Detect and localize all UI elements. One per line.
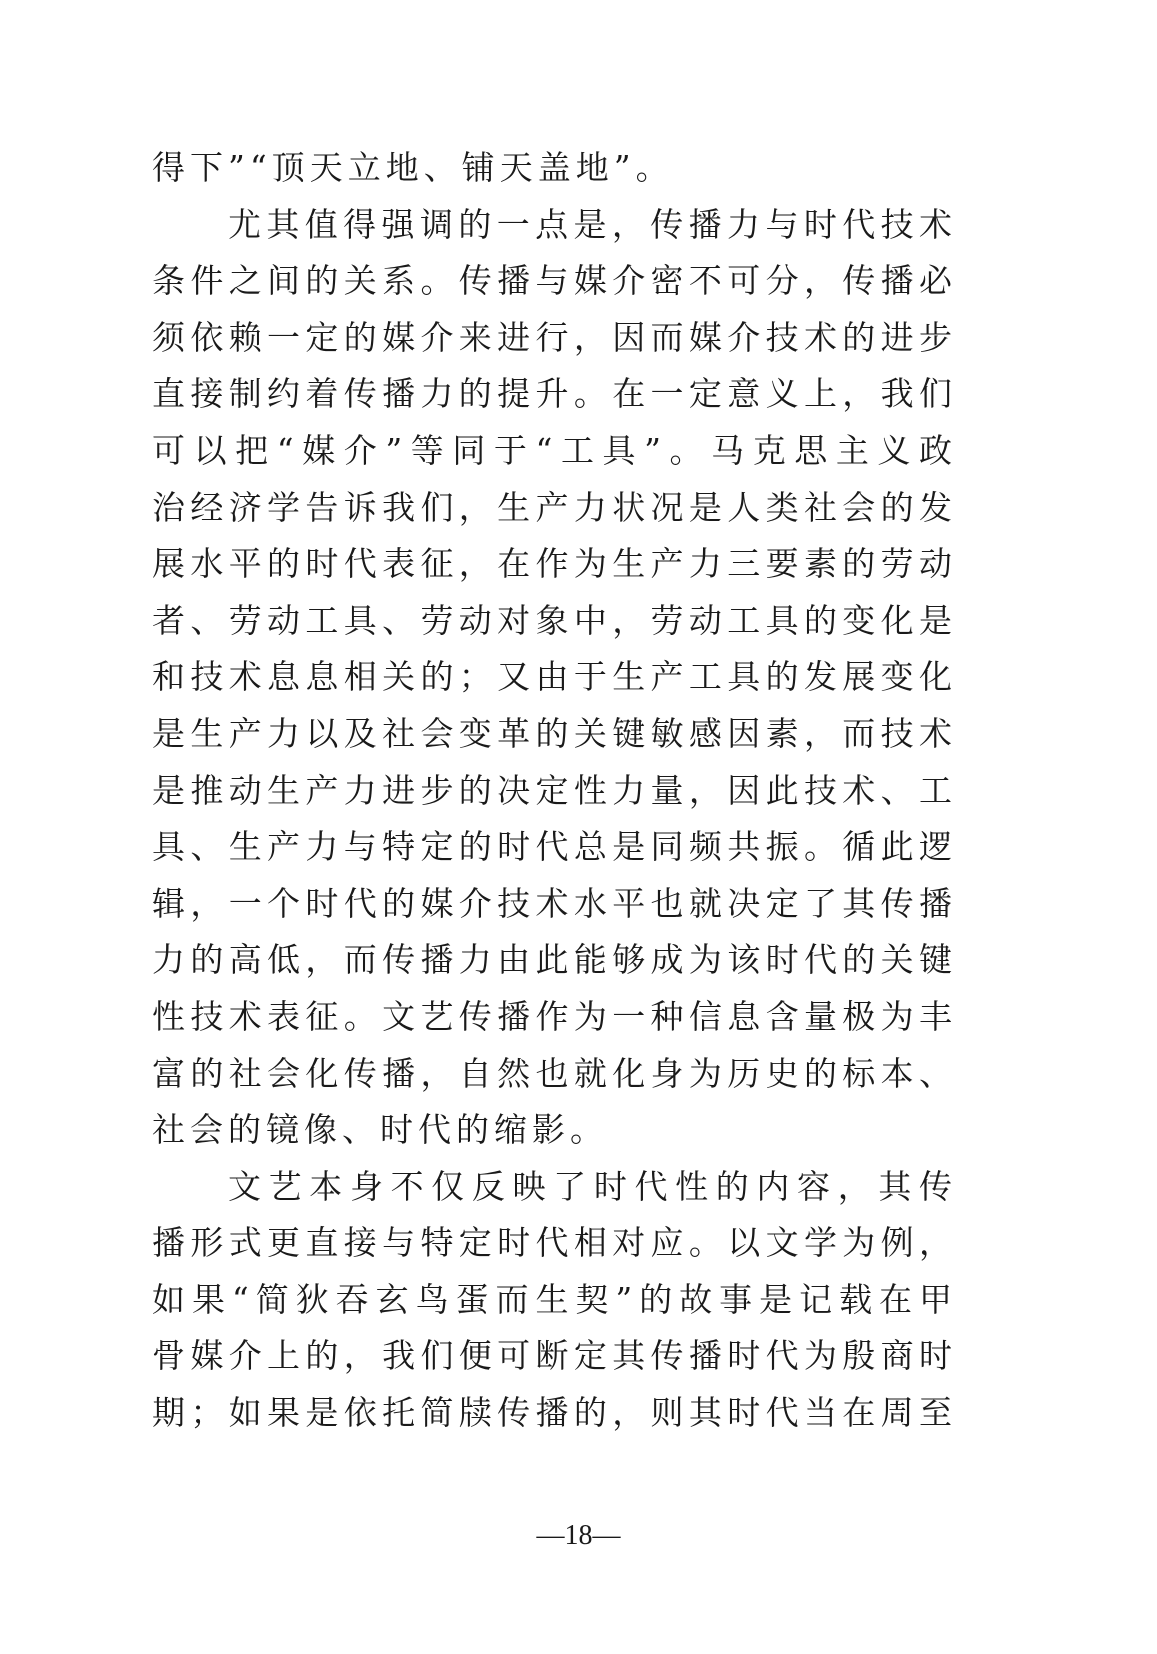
text-line: 直接制约着传播力的提升。在一定意义上，我们 bbox=[152, 374, 952, 414]
text-line: 须依赖一定的媒介来进行，因而媒介技术的进步 bbox=[152, 317, 952, 357]
text-line: 辑，一个时代的媒介技术水平也就决定了其传播 bbox=[152, 883, 952, 923]
text-line: 富的社会化传播，自然也就化身为历史的标本、 bbox=[152, 1053, 952, 1093]
text-line: 具、生产力与特定的时代总是同频共振。循此逻 bbox=[152, 827, 952, 867]
text-line: 展水平的时代表征，在作为生产力三要素的劳动 bbox=[152, 544, 952, 584]
text-line: 社会的镜像、时代的缩影。 bbox=[152, 1110, 608, 1150]
text-line: 播形式更直接与特定时代相对应。以文学为例， bbox=[152, 1223, 952, 1263]
text-line: 者、劳动工具、劳动对象中，劳动工具的变化是 bbox=[152, 600, 952, 640]
text-line: 得下”“顶天立地、铺天盖地”。 bbox=[152, 148, 674, 187]
text-line: 力的高低，而传播力由此能够成为该时代的关键 bbox=[152, 940, 952, 980]
text-line: 可以把“媒介”等同于“工具”。马克思主义政 bbox=[152, 430, 952, 470]
text-line: 条件之间的关系。传播与媒介密不可分，传播必 bbox=[152, 261, 952, 301]
body-text bbox=[152, 140, 952, 1442]
text-line: 性技术表征。文艺传播作为一种信息含量极为丰 bbox=[152, 996, 952, 1036]
text-line: 和技术息息相关的；又由于生产工具的发展变化 bbox=[152, 657, 952, 697]
paragraph-start-line: 尤其值得强调的一点是，传播力与时代技术 bbox=[228, 204, 952, 244]
text-line: 骨媒介上的，我们便可断定其传播时代为殷商时 bbox=[152, 1336, 952, 1376]
text-line: 是生产力以及社会变革的关键敏感因素，而技术 bbox=[152, 713, 952, 753]
paragraph-start-line: 文艺本身不仅反映了时代性的内容，其传 bbox=[228, 1166, 952, 1206]
text-line: 是推动生产力进步的决定性力量，因此技术、工 bbox=[152, 770, 952, 810]
text-line: 治经济学告诉我们，生产力状况是人类社会的发 bbox=[152, 487, 952, 527]
text-line: 如果“简狄吞玄鸟蛋而生契”的故事是记载在甲 bbox=[152, 1279, 952, 1319]
page-number: —18— bbox=[536, 1520, 621, 1551]
text-line: 期；如果是依托简牍传播的，则其时代当在周至 bbox=[152, 1393, 952, 1433]
